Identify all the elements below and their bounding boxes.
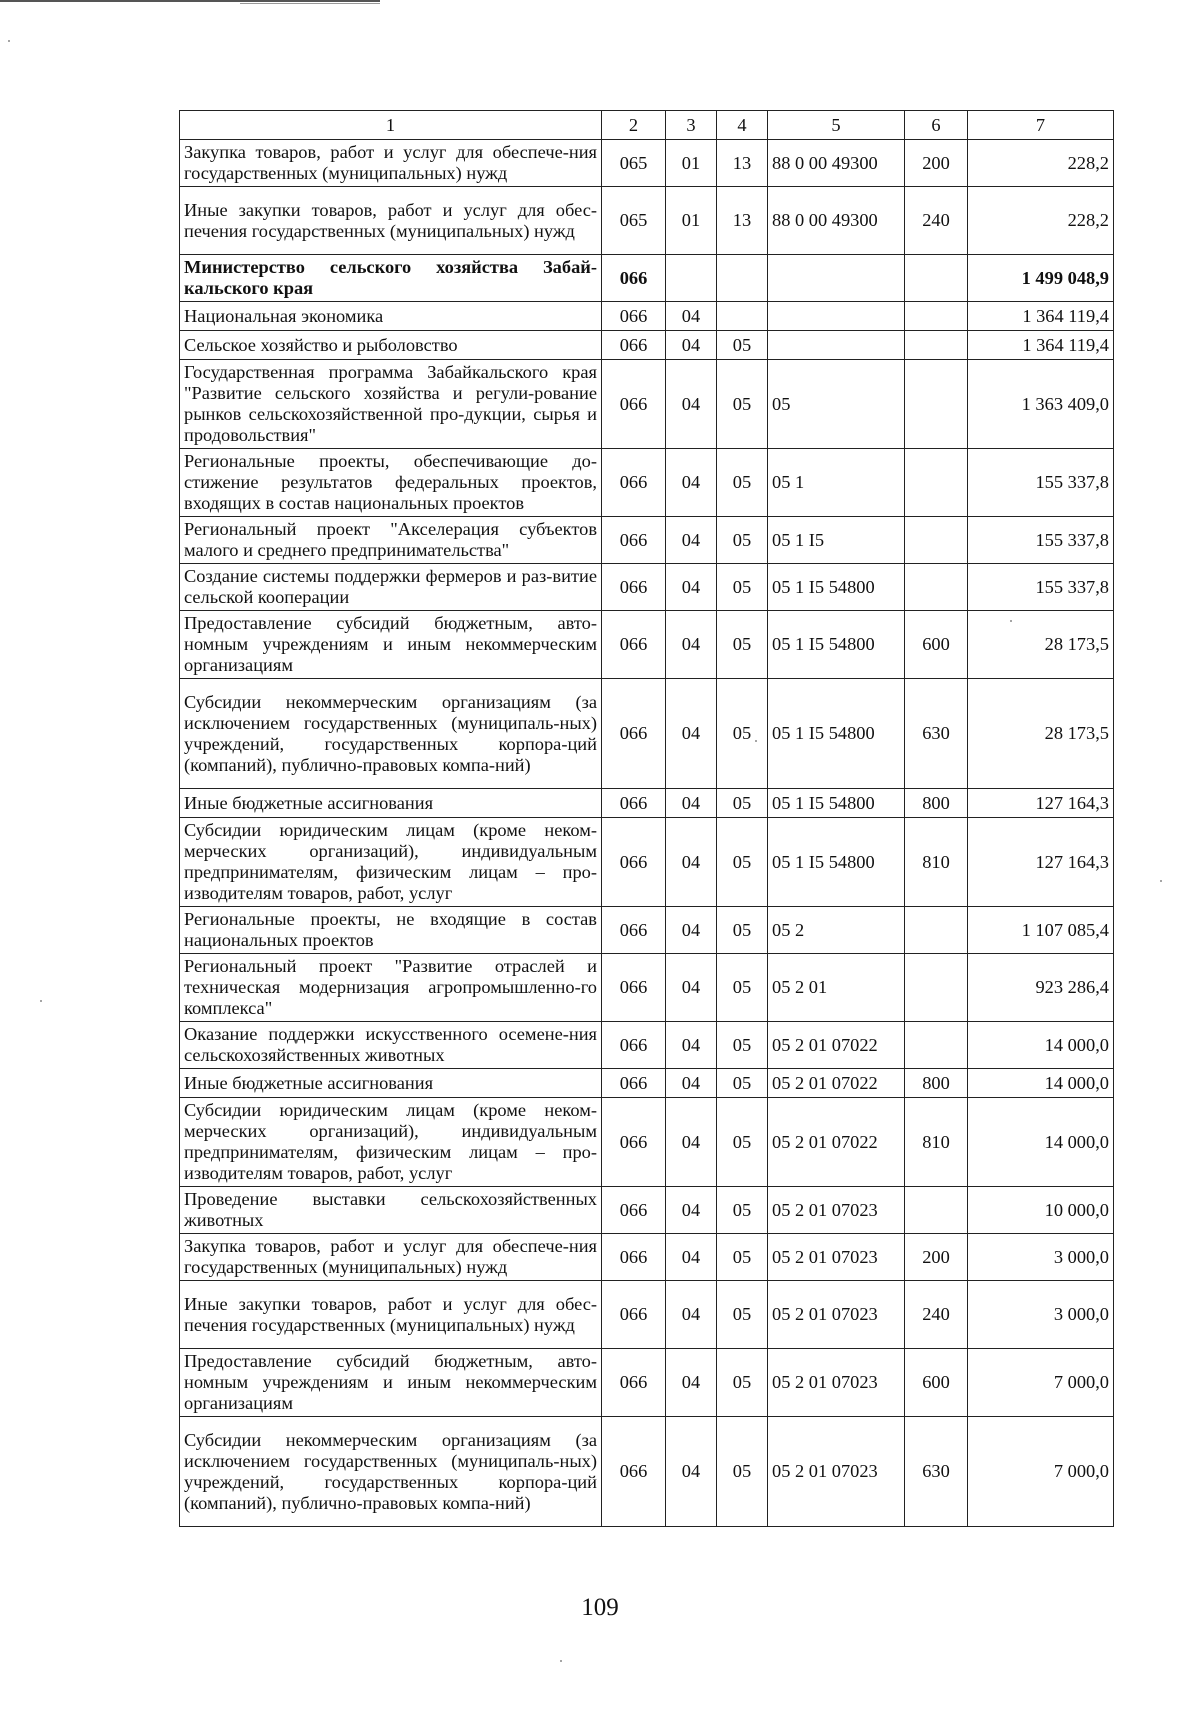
section-code: 04	[666, 679, 717, 789]
department-code: 066	[602, 1022, 666, 1069]
target-article-code: 05 2 01 07023	[768, 1349, 905, 1417]
department-code: 066	[602, 360, 666, 449]
expense-type-code: 200	[905, 140, 968, 187]
department-code: 066	[602, 1349, 666, 1417]
item-name: Закупка товаров, работ и услуг для обеспече-ния государственных (муниципальных) нужд	[180, 1234, 602, 1281]
department-code: 066	[602, 907, 666, 954]
department-code: 066	[602, 679, 666, 789]
item-name: Предоставление субсидий бюджетным, авто-номным учреждениям и иным некоммерческим организациям	[180, 1349, 602, 1417]
section-code: 04	[666, 331, 717, 360]
expense-type-code	[905, 255, 968, 302]
target-article-code: 05 2 01 07022	[768, 1098, 905, 1187]
amount: 3 000,0	[968, 1234, 1114, 1281]
department-code: 066	[602, 1234, 666, 1281]
table-row	[180, 1098, 1114, 1187]
header-cell-5: 5	[768, 111, 905, 140]
header-cell-2: 2	[602, 111, 666, 140]
target-article-code: 05 1 I5	[768, 517, 905, 564]
section-code: 04	[666, 789, 717, 818]
expense-type-code: 600	[905, 1349, 968, 1417]
expense-type-code	[905, 517, 968, 564]
header-cell-4: 4	[717, 111, 768, 140]
table-row	[180, 1069, 1114, 1098]
item-name: Субсидии некоммерческим организациям (за исключением государственных (муниципаль-ных) учреждений, государственных корпора-ций (компаний), публично-правовых компа-ний)	[180, 1417, 602, 1527]
target-article-code: 05 2 01	[768, 954, 905, 1022]
department-code: 066	[602, 302, 666, 331]
item-name: Субсидии юридическим лицам (кроме неком-мерческих организаций), индивидуальным предпринимателям, физическим лицам – про-изводителям товаров, работ, услуг	[180, 1098, 602, 1187]
amount: 28 173,5	[968, 611, 1114, 679]
item-name: Проведение выставки сельскохозяйственных животных	[180, 1187, 602, 1234]
department-code: 065	[602, 187, 666, 255]
amount: 1 363 409,0	[968, 360, 1114, 449]
subsection-code: 05	[717, 907, 768, 954]
scan-speck	[560, 1660, 562, 1662]
target-article-code: 05 2 01 07022	[768, 1069, 905, 1098]
subsection-code: 05	[717, 1281, 768, 1349]
scan-speck	[40, 1000, 42, 1002]
amount: 10 000,0	[968, 1187, 1114, 1234]
amount: 127 164,3	[968, 818, 1114, 907]
department-code: 066	[602, 789, 666, 818]
expense-type-code: 630	[905, 1417, 968, 1527]
section-code	[666, 255, 717, 302]
item-name: Региональный проект "Акселерация субъектов малого и среднего предпринимательства"	[180, 517, 602, 564]
amount: 228,2	[968, 140, 1114, 187]
department-code: 066	[602, 611, 666, 679]
expense-type-code	[905, 360, 968, 449]
section-code: 04	[666, 611, 717, 679]
item-name: Иные закупки товаров, работ и услуг для обес-печения государственных (муниципальных) нужд	[180, 1281, 602, 1349]
expense-type-code: 810	[905, 818, 968, 907]
table-row	[180, 140, 1114, 187]
table-row	[180, 187, 1114, 255]
expense-type-code: 800	[905, 789, 968, 818]
expense-type-code: 800	[905, 1069, 968, 1098]
subsection-code: 05	[717, 1098, 768, 1187]
item-name: Закупка товаров, работ и услуг для обеспече-ния государственных (муниципальных) нужд	[180, 140, 602, 187]
scan-border-mark	[240, 3, 380, 4]
scan-speck	[1160, 880, 1162, 882]
department-code: 066	[602, 818, 666, 907]
amount: 1 364 119,4	[968, 302, 1114, 331]
target-article-code: 05 2 01 07023	[768, 1234, 905, 1281]
amount: 1 499 048,9	[968, 255, 1114, 302]
subsection-code	[717, 255, 768, 302]
table-row	[180, 449, 1114, 517]
subsection-code: 05	[717, 1234, 768, 1281]
subsection-code: 05	[717, 1022, 768, 1069]
expense-type-code	[905, 449, 968, 517]
subsection-code: 05	[717, 611, 768, 679]
item-name: Оказание поддержки искусственного осемене-ния сельскохозяйственных животных	[180, 1022, 602, 1069]
amount: 155 337,8	[968, 449, 1114, 517]
section-code: 04	[666, 564, 717, 611]
subsection-code: 05	[717, 1417, 768, 1527]
table-row	[180, 564, 1114, 611]
expense-type-code: 600	[905, 611, 968, 679]
subsection-code: 05	[717, 517, 768, 564]
target-article-code: 05 1 I5 54800	[768, 679, 905, 789]
target-article-code	[768, 255, 905, 302]
item-name: Иные бюджетные ассигнования	[180, 789, 602, 818]
section-code: 01	[666, 187, 717, 255]
amount: 155 337,8	[968, 564, 1114, 611]
item-name: Иные закупки товаров, работ и услуг для обес-печения государственных (муниципальных) нужд	[180, 187, 602, 255]
target-article-code: 05 2	[768, 907, 905, 954]
target-article-code: 05 2 01 07023	[768, 1417, 905, 1527]
item-name: Субсидии некоммерческим организациям (за исключением государственных (муниципаль-ных) учреждений, государственных корпора-ций (компаний), публично-правовых компа-ний)	[180, 679, 602, 789]
item-name: Иные бюджетные ассигнования	[180, 1069, 602, 1098]
section-code: 04	[666, 1349, 717, 1417]
section-code: 04	[666, 1022, 717, 1069]
amount: 14 000,0	[968, 1069, 1114, 1098]
target-article-code: 05	[768, 360, 905, 449]
amount: 228,2	[968, 187, 1114, 255]
expense-type-code	[905, 331, 968, 360]
subsection-code: 05	[717, 954, 768, 1022]
section-code: 04	[666, 449, 717, 517]
department-code: 065	[602, 140, 666, 187]
item-name: Министерство сельского хозяйства Забай-кальского края	[180, 255, 602, 302]
subsection-code	[717, 302, 768, 331]
amount: 1 107 085,4	[968, 907, 1114, 954]
item-name: Создание системы поддержки фермеров и раз-витие сельской кооперации	[180, 564, 602, 611]
target-article-code: 05 1 I5 54800	[768, 789, 905, 818]
target-article-code: 88 0 00 49300	[768, 187, 905, 255]
subsection-code: 05	[717, 331, 768, 360]
section-code: 04	[666, 1069, 717, 1098]
section-code: 04	[666, 1098, 717, 1187]
scan-speck	[8, 40, 10, 42]
expense-type-code	[905, 1022, 968, 1069]
target-article-code: 88 0 00 49300	[768, 140, 905, 187]
department-code: 066	[602, 1187, 666, 1234]
department-code: 066	[602, 1069, 666, 1098]
target-article-code: 05 1 I5 54800	[768, 564, 905, 611]
section-code: 04	[666, 1234, 717, 1281]
amount: 14 000,0	[968, 1098, 1114, 1187]
department-code: 066	[602, 564, 666, 611]
target-article-code	[768, 302, 905, 331]
department-code: 066	[602, 1098, 666, 1187]
item-name: Государственная программа Забайкальского края "Развитие сельского хозяйства и регули-рование рынков сельскохозяйственной про-дукции, сырья и продовольствия"	[180, 360, 602, 449]
table-row	[180, 1022, 1114, 1069]
scan-border-mark	[0, 0, 380, 2]
expense-type-code: 200	[905, 1234, 968, 1281]
header-cell-6: 6	[905, 111, 968, 140]
table-row	[180, 302, 1114, 331]
item-name: Региональные проекты, обеспечивающие до-стижение результатов федеральных проектов, входящих в состав национальных проектов	[180, 449, 602, 517]
amount: 7 000,0	[968, 1417, 1114, 1527]
amount: 923 286,4	[968, 954, 1114, 1022]
subsection-code: 13	[717, 140, 768, 187]
subsection-code: 05	[717, 360, 768, 449]
table-row	[180, 360, 1114, 449]
expense-type-code: 630	[905, 679, 968, 789]
target-article-code	[768, 331, 905, 360]
table-row	[180, 818, 1114, 907]
expense-type-code	[905, 907, 968, 954]
table-row	[180, 255, 1114, 302]
section-code: 04	[666, 1187, 717, 1234]
table-row	[180, 1417, 1114, 1527]
amount: 7 000,0	[968, 1349, 1114, 1417]
table-row	[180, 331, 1114, 360]
target-article-code: 05 2 01 07022	[768, 1022, 905, 1069]
subsection-code: 05	[717, 818, 768, 907]
target-article-code: 05 1 I5 54800	[768, 611, 905, 679]
table-row	[180, 611, 1114, 679]
page-number: 109	[581, 1594, 619, 1621]
item-name: Национальная экономика	[180, 302, 602, 331]
subsection-code: 13	[717, 187, 768, 255]
table-row	[180, 679, 1114, 789]
amount: 14 000,0	[968, 1022, 1114, 1069]
header-cell-3: 3	[666, 111, 717, 140]
section-code: 04	[666, 954, 717, 1022]
header-cell-1: 1	[180, 111, 602, 140]
subsection-code: 05	[717, 564, 768, 611]
expense-type-code: 240	[905, 1281, 968, 1349]
target-article-code: 05 1	[768, 449, 905, 517]
table-row	[180, 789, 1114, 818]
table-row	[180, 517, 1114, 564]
item-name: Региональный проект "Развитие отраслей и техническая модернизация агропромышленно-го комплекса"	[180, 954, 602, 1022]
item-name: Региональные проекты, не входящие в состав национальных проектов	[180, 907, 602, 954]
budget-table	[179, 110, 1114, 1527]
subsection-code: 05	[717, 1187, 768, 1234]
expense-type-code	[905, 302, 968, 331]
section-code: 01	[666, 140, 717, 187]
department-code: 066	[602, 255, 666, 302]
expense-type-code: 240	[905, 187, 968, 255]
table-header-row	[180, 111, 1114, 140]
target-article-code: 05 1 I5 54800	[768, 818, 905, 907]
subsection-code: 05	[717, 449, 768, 517]
table-row	[180, 1234, 1114, 1281]
amount: 28 173,5	[968, 679, 1114, 789]
table-row	[180, 954, 1114, 1022]
department-code: 066	[602, 1281, 666, 1349]
department-code: 066	[602, 1417, 666, 1527]
section-code: 04	[666, 360, 717, 449]
section-code: 04	[666, 818, 717, 907]
section-code: 04	[666, 1417, 717, 1527]
item-name: Сельское хозяйство и рыболовство	[180, 331, 602, 360]
subsection-code: 05	[717, 679, 768, 789]
header-cell-7: 7	[968, 111, 1114, 140]
table-row	[180, 1187, 1114, 1234]
department-code: 066	[602, 449, 666, 517]
table-row	[180, 1349, 1114, 1417]
expense-type-code: 810	[905, 1098, 968, 1187]
amount: 1 364 119,4	[968, 331, 1114, 360]
expense-type-code	[905, 1187, 968, 1234]
item-name: Предоставление субсидий бюджетным, авто-номным учреждениям и иным некоммерческим организациям	[180, 611, 602, 679]
expense-type-code	[905, 954, 968, 1022]
department-code: 066	[602, 954, 666, 1022]
expense-type-code	[905, 564, 968, 611]
subsection-code: 05	[717, 1349, 768, 1417]
target-article-code: 05 2 01 07023	[768, 1281, 905, 1349]
section-code: 04	[666, 1281, 717, 1349]
department-code: 066	[602, 331, 666, 360]
subsection-code: 05	[717, 1069, 768, 1098]
amount: 3 000,0	[968, 1281, 1114, 1349]
department-code: 066	[602, 517, 666, 564]
subsection-code: 05	[717, 789, 768, 818]
item-name: Субсидии юридическим лицам (кроме неком-мерческих организаций), индивидуальным предпринимателям, физическим лицам – про-изводителям товаров, работ, услуг	[180, 818, 602, 907]
table-row	[180, 907, 1114, 954]
target-article-code: 05 2 01 07023	[768, 1187, 905, 1234]
section-code: 04	[666, 517, 717, 564]
section-code: 04	[666, 907, 717, 954]
amount: 127 164,3	[968, 789, 1114, 818]
amount: 155 337,8	[968, 517, 1114, 564]
table-row	[180, 1281, 1114, 1349]
section-code: 04	[666, 302, 717, 331]
